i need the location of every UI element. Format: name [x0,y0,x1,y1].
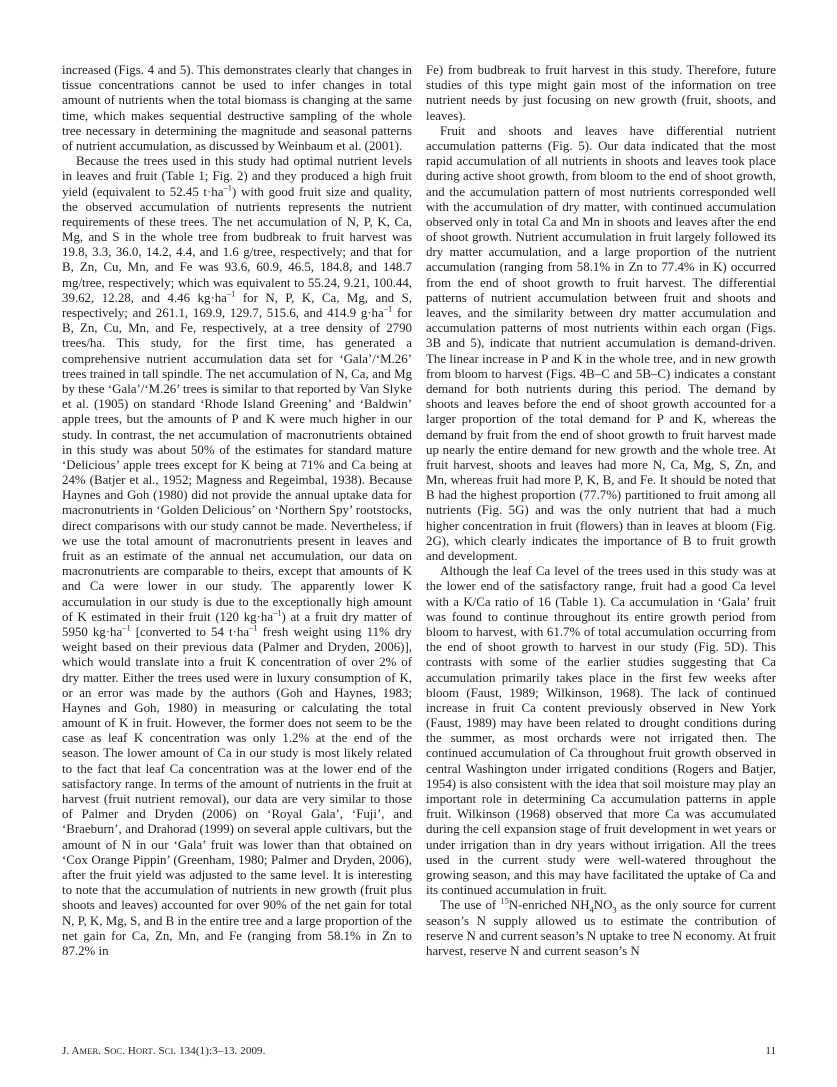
superscript: –1 [273,607,282,618]
superscript: –1 [122,622,131,633]
subscript: 4 [589,904,594,915]
text-run: CI [164,1046,174,1056]
text-run: . H [122,1045,136,1057]
superscript: –1 [223,182,232,193]
journal-citation [62,1045,266,1057]
text-run: J. A [62,1045,80,1057]
text-run: ) with good fruit size and quality, the observed accumulation of nutrients represents the nutrient requirements of these trees. The net accumulation of N, P, K, Ca, Mg, and S in the whole tree from budbreak to fruit harvest was 19.8, 3.3, 36.0, 14.2, 4.4, and 1.6 g/tree, respectively; and that for B, Zn, Cu, Mn, and Fe was 93.6, 60.9, 46.5, 184.8, and 148.7 mg/tree, respectively; which was equivalent to 55.24, 9.21, 100.44, 39.62, 12.28, and 4.46 kg·ha [62,184,412,305]
text-run: OC [110,1046,123,1056]
text-run: . S [98,1045,111,1057]
text-run: for B, Zn, Cu, Mn, and Fe, respectively, at a tree density of 2790 trees/ha. This study, for the first time, has generated a comprehensive nutrient accumulation data set for ‘Gala’/‘M.26’ trees trained in tall spindle. The net accumulation of N, Ca, and Mg by these ‘Gala’/‘M.26’ trees is similar to that reported by Van Slyke et al. (1905) on standard ‘Rhode Island Greening’ and ‘Baldwin’ apple trees, but the amounts of P and K were much higher in our study. In contrast, the net accumulation of macronutrients obtained in this study was about 50% of the estimates for standard mature ‘Delicious’ apple trees except for K being at 71% and Ca being at 24% (Batjer et al., 1952; Magness and Regeimbal, 1938). Because Haynes and Goh (1980) did not provide the annual uptake data for macronutrients in ‘Golden Delicious’ on ‘Northern Spy’ rootstocks, direct comparisons with our study cannot be made. Nevertheless, if we use the total amount of macronutrients present in leaves and fruit as an estimate of the annual net accumulation, our data on macronutrients are comparable to theirs, except that amounts of K and Ca were lower in our study. The apparently lower K accumulation in our study is due to the exceptionally high amount of K estimated in their fruit (120 kg·ha [62,306,412,624]
text-run: for N, P, K, Ca, Mg, and S, respectively; and 261.1, 169.9, 129.7, 515.6, and 414.9 g·ha [62,290,412,320]
text-run: NO [593,898,613,913]
paragraph [62,154,412,959]
text-run: ORT [135,1046,153,1056]
text-run: as the only source for current season’s N supply allowed us to estimate the contribution of reserve N and current season’s N uptake to tree N economy. At fruit harvest, reserve N and current season’s N [426,898,776,958]
subscript: 3 [612,904,617,915]
text-run: The use of [440,898,501,913]
paragraph: Fe) from budbreak to fruit harvest in this study. Therefore, future studies of this type might gain most of the information on tree nutrient needs by just focusing on new growth (fruit, shoots, and leaves). [426,63,776,123]
right-column [426,63,776,959]
text-run: N-enriched NH [508,898,590,913]
paragraph: Fruit and shoots and leaves have differential nutrient accumulation patterns (Fig. 5). Our data indicated that the most rapid accumulation of all nutrients in shoots and leaves took place during active shoot growth, from bloom to the end of shoot growth, and the accumulation pattern of most nutrients corresponded well with the accumulation of dry matter, with continued accumulation observed only in total Ca and Mn in shoots and leaves after the end of shoot growth. Nutrient accumulation in fruit largely followed its dry matter accumulation, and a large proportion of the nutrient accumulation (ranging from 58.1% in Zn to 77.4% in K) occurred from the end of shoot growth to fruit harvest. The differential patterns of nutrient accumulation between fruit and shoots and leaves, and the similarity between dry matter accumulation and accumulation patterns of most nutrients within each organ (Figs. 3B and 5), indicate that nutrient accumulation is demand-driven. The linear increase in P and K in the whole tree, and in new growth from bloom to harvest (Figs. 4B–C and 5B–C) indicates a constant demand for both nutrients during this period. The demand by shoots and leaves before the end of shoot growth accounted for a larger proportion of the total demand for P and K, whereas the demand by fruit from the end of shoot growth to fruit harvest made up nearly the entire demand for new growth and the whole tree. At fruit harvest, shoots and leaves had more N, Ca, Mg, S, Zn, and Mn, whereas fruit had more P, K, B, and Fe. It should be noted that B had the highest proportion (77.7%) partitioned to fruit among all nutrients (Fig. 5G) and was the only nutrient that had a much higher concentration in fruit (flowers) than in leaves at bloom (Fig. 2G), which clearly indicates the importance of B to fruit growth and development. [426,123,776,563]
paragraph: increased (Figs. 4 and 5). This demonstrates clearly that changes in tissue concentrations cannot be used to infer changes in total amount of nutrients when the total biomass is changing at the same time, which makes sequential destructive sampling of the whole tree necessary in determining the magnitude and seasonal patterns of nutrient accumulation, as discussed by Weinbaum et al. (2001). [62,63,412,153]
text-run: MER [79,1046,99,1056]
superscript: –1 [383,303,393,314]
text-run: Because the trees used in this study had optimal nutrient levels in leaves and fruit (Table 1; Fig. 2) and they produced a high fruit yield (equivalent to 52.45 t·ha [62,154,412,199]
text-run: ) at a fruit dry matter of 5950 kg·ha [62,609,412,639]
paragraph [426,898,776,959]
page-number: 11 [765,1045,776,1057]
superscript: –1 [226,288,236,299]
text-run: fresh weight using 11% dry weight based on their previous data (Palmer and Dryden, 2006)], which would translate into a fruit K concentration of over 2% of dry matter. Either the trees used were in luxury consumption of K, or an error was made by the authors (Goh and Haynes, 1983; Haynes and Goh, 1980) in measuring or calculating the total amount of K in fruit. However, the former does not seem to be the case as leaf K concentration was only 1.2% at the end of the season. The lower amount of Ca in our study is most likely related to the fact that leaf Ca concentration was at the lower end of the satisfactory range. In terms of the amount of nutrients in the fruit at harvest (fruit nutrient removal), our data are very similar to those of Palmer and Dryden (2006) on ‘Royal Gala’, ‘Fuji’, and ‘Braeburn’, and Drahorad (1999) on several apple cultivars, but the amount of N in our ‘Gala’ fruit was lower than that obtained on ‘Cox Orange Pippin’ (Greenham, 1980; Palmer and Dryden, 2006), after the fruit yield was adjusted to the same level. It is interesting to note that the accumulation of nutrients in new growth (fruit plus shoots and leaves) accounted for over 90% of the net gain for total N, P, K, Mg, S, and B in the entire tree and a large proportion of the net gain for Ca, Zn, Mn, and Fe (ranging from 58.1% in Zn to 87.2% in [62,624,412,958]
left-column [62,63,412,959]
text-run: [converted to 54 t·ha [130,624,250,639]
text-run: . S [152,1045,165,1057]
paragraph: Although the leaf Ca level of the trees used in this study was at the lower end of the satisfactory range, fruit had a good Ca level with a K/Ca ratio of 16 (Table 1). Ca accumulation in ‘Gala’ fruit was found to continue throughout its entire growth period from bloom to harvest, with 61.7% of total accumulation occurring from the end of shoot growth to harvest in our study (Fig. 5D). This contrasts with some of the earlier studies suggesting that Ca accumulation primarily takes place in the first few weeks after bloom (Faust, 1989; Wilkinson, 1968). The lack of continued increase in fruit Ca content previously observed in New York (Faust, 1989) may have been related to drought conditions during the summer, as most orchards were not irrigated then. The continued accumulation of Ca throughout fruit growth observed in central Washington under irrigated conditions (Rogers and Batjer, 1954) is also consistent with the idea that soil moisture may play an important role in determining Ca accumulation patterns in apple fruit. Wilkinson (1968) observed that more Ca was accumulated during the cell expansion stage of fruit development in wet years or under irrigation than in dry years without irrigation. All the trees used in the current study were well-watered throughout the growing season, and this may have facilitated the uptake of Ca and its continued accumulation in fruit. [426,564,776,898]
superscript: 15 [500,896,509,907]
superscript: –1 [249,622,258,633]
text-run: . 134(1):3–13. 2009. [173,1045,266,1057]
